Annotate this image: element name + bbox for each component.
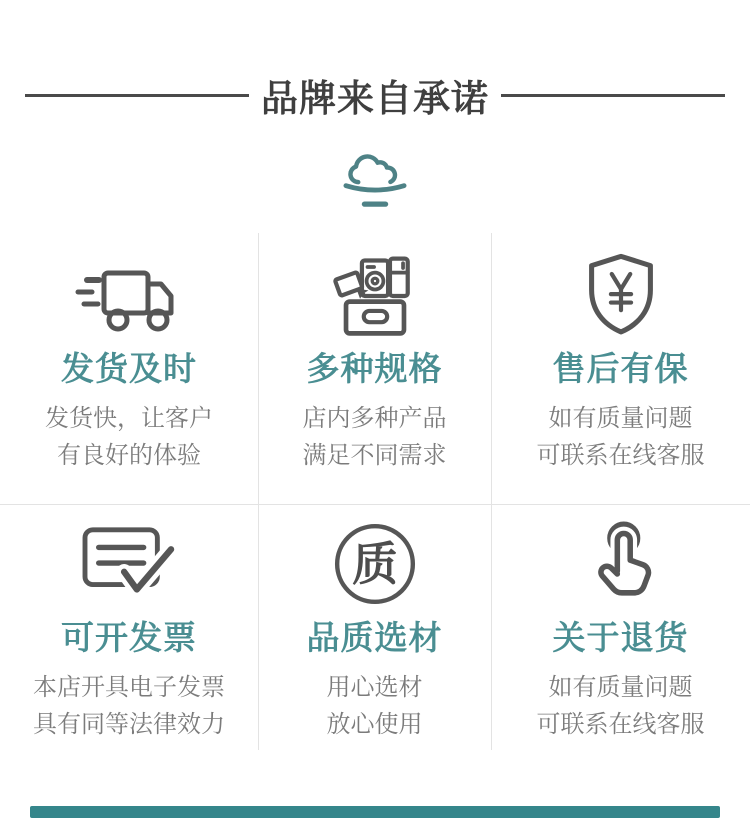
invoice-check-icon [73, 516, 185, 608]
feature-subtitle [537, 400, 705, 474]
delivery-truck-icon [73, 253, 185, 339]
grid-divider-vertical-left [258, 233, 259, 750]
subtitle-line: 具有同等法律效力 [33, 711, 225, 738]
cloud-icon [338, 150, 412, 216]
section-title: 品牌来自承诺 [261, 78, 489, 119]
subtitle-line: 如有质量问题 [548, 405, 693, 432]
feature-subtitle [537, 669, 705, 743]
subtitle-line: 可联系在线客服 [536, 711, 705, 738]
grid-divider-vertical-right [491, 233, 492, 750]
subtitle-line: 有良好的体验 [57, 442, 201, 469]
subtitle-line: 发货快，让客户 [45, 405, 213, 432]
section-header [0, 70, 750, 120]
bottom-accent-bar [30, 806, 720, 818]
feature-invoice [0, 504, 258, 763]
subtitle-line: 放心使用 [326, 711, 423, 738]
header-rule-right [501, 94, 725, 97]
feature-quality [258, 504, 491, 763]
feature-subtitle [303, 400, 447, 474]
subtitle-line: 店内多种产品 [302, 405, 447, 432]
feature-title: 可开发票 [61, 619, 197, 656]
feature-subtitle [33, 669, 225, 743]
feature-shipping [0, 233, 258, 504]
appliances-box-icon [319, 253, 431, 339]
feature-subtitle [327, 669, 423, 743]
features-grid [0, 233, 750, 763]
subtitle-line: 满足不同需求 [302, 442, 447, 469]
feature-subtitle [45, 400, 213, 474]
feature-aftersales [491, 233, 750, 504]
feature-returns [491, 504, 750, 763]
quality-seal-icon [331, 516, 419, 608]
grid-divider-horizontal [0, 504, 750, 505]
subtitle-line: 可联系在线客服 [536, 442, 705, 469]
feature-title: 售后有保 [552, 350, 689, 387]
feature-title: 发货及时 [61, 350, 197, 387]
subtitle-line: 如有质量问题 [548, 674, 693, 701]
feature-variety [258, 233, 491, 504]
header-rule-left [25, 94, 249, 97]
tap-hand-icon [575, 516, 667, 608]
feature-title: 品质选材 [306, 619, 443, 656]
shield-yuan-icon [579, 253, 663, 339]
quality-character: 质 [351, 538, 398, 590]
subtitle-line: 本店开具电子发票 [33, 674, 225, 701]
feature-title: 关于退货 [552, 619, 689, 656]
hero-icon-wrap [0, 150, 750, 216]
feature-title: 多种规格 [306, 350, 443, 387]
subtitle-line: 用心选材 [326, 674, 423, 701]
